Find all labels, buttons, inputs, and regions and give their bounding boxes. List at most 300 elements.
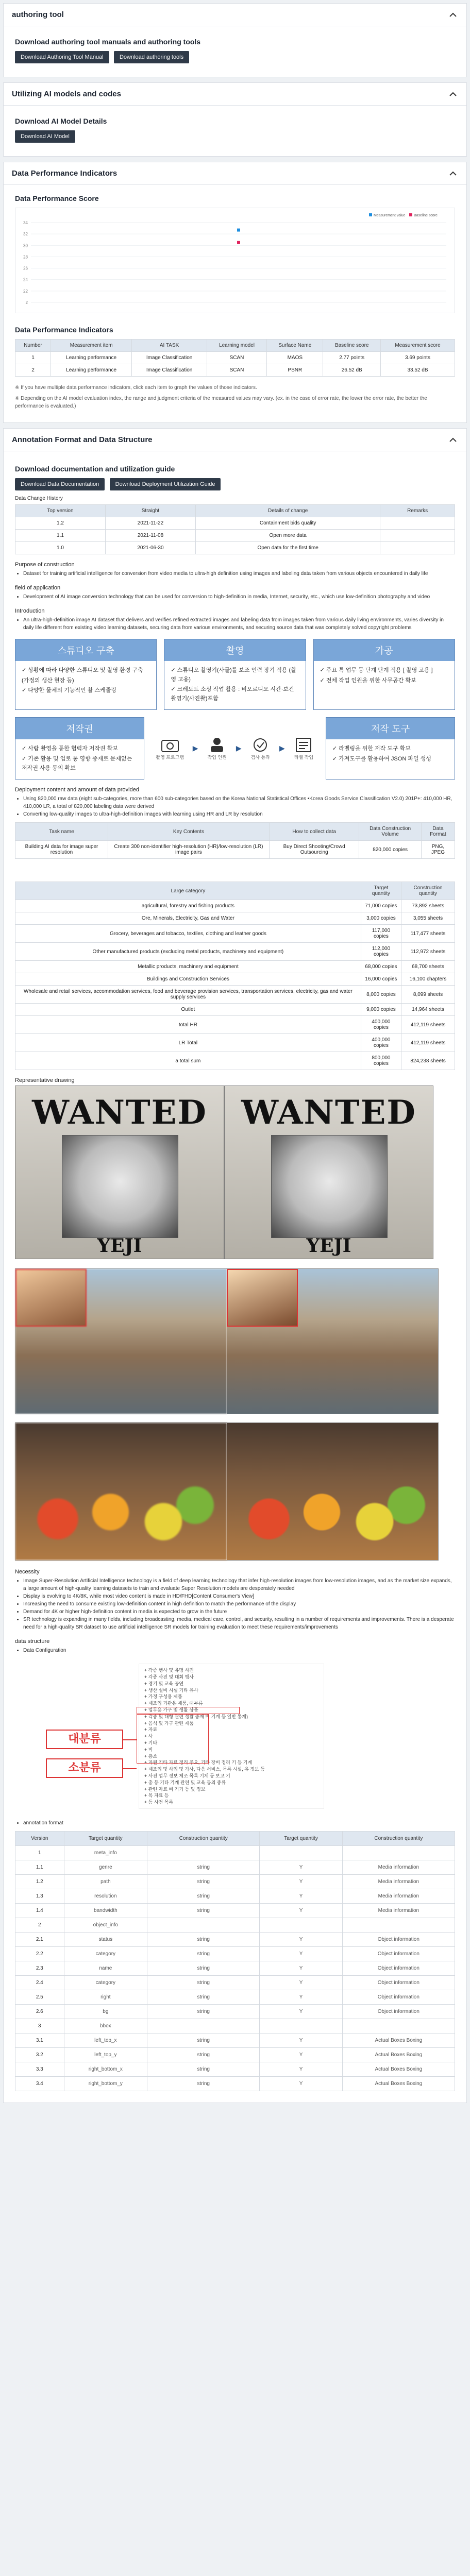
poster-name: YEJI xyxy=(306,1235,351,1257)
table-cell: Y xyxy=(260,2005,342,2019)
table-row xyxy=(15,2048,455,2062)
column-header: Target quantity xyxy=(260,1832,342,1846)
worker-icon xyxy=(207,736,227,754)
table-cell: SCAN xyxy=(207,352,266,364)
table-cell: Object information xyxy=(342,2005,455,2019)
deploy-item: • Converting low-quality images to ultra-high-definition images with learning using HR and LR by resolution xyxy=(23,810,455,818)
table-row xyxy=(15,1918,455,1933)
tree-line: + 총소 xyxy=(144,1753,158,1759)
authoring-tool-heading: authoring tool xyxy=(12,10,64,19)
table-row xyxy=(15,1889,455,1904)
table-cell: 412,119 sheets xyxy=(401,1016,455,1034)
flow-step xyxy=(293,736,314,760)
table-cell: Y xyxy=(260,2062,342,2077)
table-cell: 3,000 copies xyxy=(361,912,401,925)
table-cell: Grocery, beverages and tobacco, textiles, clothing and leather goods xyxy=(15,925,361,943)
table-cell: Object information xyxy=(342,1961,455,1976)
table-cell: string xyxy=(147,1875,260,1889)
card-line: ✓ 스튜디오 촬영기(사물)를 보조 인력 장기 적용 (촬영 고용) xyxy=(171,667,296,683)
flow-label: 라벨 작업 xyxy=(294,755,314,760)
table-cell: PNG, JPEG xyxy=(421,841,455,859)
table-cell: 2 xyxy=(15,1918,64,1933)
deploy-title: Deployment content and amount of data provided xyxy=(15,787,139,793)
y-tick-label: 34 xyxy=(23,221,28,225)
table-cell: 3.3 xyxy=(15,2062,64,2077)
tree-line: + 사 xyxy=(144,1734,153,1739)
table-cell: Image Classification xyxy=(132,364,207,377)
table-cell: left_top_x xyxy=(64,2033,147,2048)
download-data-doc-button[interactable]: Download Data Documentation xyxy=(15,478,105,490)
table-cell: 400,000 copies xyxy=(361,1016,401,1034)
table-cell: Actual Boxes Boxing xyxy=(342,2048,455,2062)
table-row xyxy=(15,925,455,943)
tree-line: + 각종 사진 및 대회 행사 xyxy=(144,1674,194,1680)
table-cell: Buildings and Construction Services xyxy=(15,973,361,986)
table-cell: Open more data xyxy=(195,530,380,542)
table-cell: Actual Boxes Boxing xyxy=(342,2033,455,2048)
download-manual-button[interactable]: Download Authoring Tool Manual xyxy=(15,51,109,63)
application-title: field of application xyxy=(15,585,61,591)
data-structure-diagram xyxy=(15,1659,455,1814)
card-shooting xyxy=(164,639,306,710)
table-cell: string xyxy=(147,1961,260,1976)
table-cell: genre xyxy=(64,1860,147,1875)
table-row xyxy=(15,973,455,986)
table-cell: 117,000 copies xyxy=(361,925,401,943)
table-row xyxy=(15,1976,455,1990)
table-cell xyxy=(260,1918,342,1933)
table-cell: 2.1 xyxy=(15,1933,64,1947)
column-header: Data Construction Volume xyxy=(359,823,421,841)
card-copyright xyxy=(15,717,144,779)
card-title: 가공 xyxy=(314,639,455,661)
table-row xyxy=(15,1034,455,1052)
table-cell: Y xyxy=(260,2048,342,2062)
card-title: 저작 도구 xyxy=(326,718,455,739)
table-cell: Y xyxy=(260,1961,342,1976)
download-tools-button[interactable]: Download authoring tools xyxy=(114,51,189,63)
table-cell: object_info xyxy=(64,1918,147,1933)
deploy-table xyxy=(15,822,455,859)
legend-swatch xyxy=(369,213,372,216)
download-deploy-guide-button[interactable]: Download Deployment Utilization Guide xyxy=(110,478,221,490)
flow-label: 작업 인원 xyxy=(207,755,227,760)
poster-word: WANTED xyxy=(32,1093,207,1132)
flow-step xyxy=(156,736,184,760)
score-chart-svg xyxy=(15,208,457,313)
fruit-comparison-image xyxy=(15,1422,439,1561)
tree-line: + 사진 업무 정보 제조 목록 기계 등 보고 기 xyxy=(144,1773,230,1778)
intro-title: Introduction xyxy=(15,608,45,614)
table-cell: 400,000 copies xyxy=(361,1034,401,1052)
table-cell xyxy=(260,2019,342,2033)
highlight-box xyxy=(137,1714,209,1764)
card-line: (가정의 생산 현장 등) xyxy=(22,677,74,684)
table-cell: Outlet xyxy=(15,1004,361,1016)
table-cell: 71,000 copies xyxy=(361,900,401,912)
card-title: 촬영 xyxy=(164,639,305,661)
necessity-item: • Image Super-Resolution Artificial Intelligence technology is a field of deep learning technology that infer high-resolution images from low-resolution images, and as the market size expands, a large amount of high-quality learning datasets to train and evaluate Super Resolution models are desperately needed xyxy=(23,1577,455,1592)
table-cell: Wholesale and retail services, accommodation services, food and beverage provision services, transportation services, electricity, gas and water supply services xyxy=(15,986,361,1004)
performance-heading: Data Performance Indicators xyxy=(12,169,118,178)
table-cell: 16,100 chapters xyxy=(401,973,455,986)
column-header: Top version xyxy=(15,505,106,517)
table-row xyxy=(15,1961,455,1976)
y-tick-label: 32 xyxy=(23,232,28,237)
poster-high-res xyxy=(224,1086,433,1259)
table-cell: MAOS xyxy=(267,352,323,364)
table-cell: 2 xyxy=(15,364,51,377)
column-header: Construction quantity xyxy=(342,1832,455,1846)
table-cell: string xyxy=(147,1933,260,1947)
table-cell: Media information xyxy=(342,1889,455,1904)
y-tick-label: 28 xyxy=(23,255,28,260)
table-cell: Ore, Minerals, Electricity, Gas and Water xyxy=(15,912,361,925)
table-cell: Buy Direct Shooting/Crowd Outsourcing xyxy=(269,841,359,859)
table-cell: string xyxy=(147,2048,260,2062)
deploy-item: • Using 820,000 raw data (eight sub-categories, more than 600 sub-categories based on the Korea National Statistical Offices •Korea Goods Service Classification V2.0) 201P+: 410,000 HR, 410,000 LR, a total of 820,000 labeling data were derived xyxy=(23,795,455,810)
table-cell: resolution xyxy=(64,1889,147,1904)
necessity-item: • Display is evolving to 4K/8K, while most video content is made in HD/FHD[Content Consumer's View] xyxy=(23,1592,455,1600)
change-history-table xyxy=(15,504,455,554)
performance-header[interactable] xyxy=(4,162,466,185)
chevron-up-icon[interactable] xyxy=(448,10,458,20)
table-cell: Actual Boxes Boxing xyxy=(342,2062,455,2077)
arrow-right-icon: ▶ xyxy=(192,744,198,753)
table-cell: right xyxy=(64,1990,147,2005)
chevron-up-icon[interactable] xyxy=(448,435,458,445)
flow-step xyxy=(207,736,227,760)
tree-line: + 관련 자료 비 기기 등 및 정보 xyxy=(144,1786,206,1792)
table-row xyxy=(15,1004,455,1016)
table-row xyxy=(15,530,455,542)
arrow-right-icon: ▶ xyxy=(236,744,242,753)
column-header: Construction quantity xyxy=(401,882,455,900)
table-cell: category xyxy=(64,1976,147,1990)
table-cell: 26.52 dB xyxy=(323,364,381,377)
table-cell xyxy=(342,1846,455,1860)
zoom-inset xyxy=(15,1269,87,1327)
structure-title: data structure xyxy=(15,1638,50,1645)
table-cell: right_bottom_y xyxy=(64,2077,147,2091)
annotation-header[interactable] xyxy=(4,429,466,451)
performance-note-1: ※ If you have multiple data performance indicators, click each item to graph the values of those indicators. xyxy=(15,385,257,391)
column-header: Baseline score xyxy=(323,340,381,352)
table-cell: Other manufactured products (excluding metal products, machinery and equipment) xyxy=(15,943,361,961)
table-cell: 68,700 sheets xyxy=(401,961,455,973)
tree-line: + 업무용 가구 및 생활 상품 xyxy=(144,1707,198,1713)
city-comparison-image xyxy=(15,1268,439,1414)
table-cell: total HR xyxy=(15,1016,361,1034)
tree-line: + 총 등 기타 기계 관련 및 교육 등의 종류 xyxy=(144,1780,226,1785)
table-cell: 2.5 xyxy=(15,1990,64,2005)
table-cell: 14,964 sheets xyxy=(401,1004,455,1016)
table-cell xyxy=(147,2019,260,2033)
table-cell: 68,000 copies xyxy=(361,961,401,973)
annotation-format-item: • annotation format xyxy=(23,1819,455,1827)
tree-line: + 각종 행사 및 유명 사진 xyxy=(144,1668,194,1673)
table-row xyxy=(15,1016,455,1034)
table-cell: string xyxy=(147,1990,260,2005)
table-cell: Media information xyxy=(342,1860,455,1875)
arrow-right-icon: ▶ xyxy=(279,744,285,753)
tree-line: + 음식 및 가구 관련 제품 xyxy=(144,1720,194,1726)
table-cell: a total sum xyxy=(15,1052,361,1070)
card-title: 스튜디오 구축 xyxy=(15,639,156,661)
table-cell: bandwidth xyxy=(64,1904,147,1918)
card-line: ✓ 기존 활용 및 업로 통 영향 중재로 문제없는 저작권 사용 동의 확보 xyxy=(22,755,132,771)
card-line: ✓ 가져도구를 활용하여 JSON 파일 생성 xyxy=(332,755,431,762)
column-header: Learning model xyxy=(207,340,266,352)
download-ai-model-button[interactable]: Download AI Model xyxy=(15,130,75,143)
performance-table-title: Data Performance Indicators xyxy=(15,326,113,334)
table-cell: Y xyxy=(260,1976,342,1990)
table-cell: meta_info xyxy=(64,1846,147,1860)
performance-panel xyxy=(3,162,467,423)
card-title: 저작권 xyxy=(15,718,144,739)
table-cell xyxy=(342,2019,455,2033)
table-cell: string xyxy=(147,2005,260,2019)
table-cell: Open data for the first time xyxy=(195,542,380,554)
column-header: Measurement score xyxy=(381,340,455,352)
table-cell: 117,477 sheets xyxy=(401,925,455,943)
necessity-item: • SR technology is expanding in many fields, including broadcasting, media, medical care, control, and security, resulting in a number of requirements and improvements. There is a desperate need for a high-quality SR dataset to use artificial intelligence SR models for training evaluation to meet these requirements/improvements xyxy=(23,1616,455,1631)
table-cell: path xyxy=(64,1875,147,1889)
table-row xyxy=(15,1860,455,1875)
column-header: How to collect data xyxy=(269,823,359,841)
highlight-box xyxy=(137,1707,240,1714)
table-cell: 824,238 sheets xyxy=(401,1052,455,1070)
ai-models-heading: Utilizing AI models and codes xyxy=(12,90,121,98)
tree-line: + 경기 및 교육 공연 xyxy=(144,1681,184,1686)
table-cell: Metallic products, machinery and equipment xyxy=(15,961,361,973)
table-cell xyxy=(147,1918,260,1933)
table-cell: 800,000 copies xyxy=(361,1052,401,1070)
city-high-res xyxy=(227,1269,438,1414)
table-cell: Actual Boxes Boxing xyxy=(342,2077,455,2091)
table-cell: LR Total xyxy=(15,1034,361,1052)
table-cell xyxy=(147,1846,260,1860)
necessity-title: Necessity xyxy=(15,1569,40,1575)
tree-line: + 제조업 및 사업 및 가사, 다음 서비스, 목록 시설, 유 정보 등 xyxy=(144,1767,265,1772)
table-cell: 2.6 xyxy=(15,2005,64,2019)
card-line: ✓ 다양한 물체의 기능적인 촬 스케줄링 xyxy=(22,687,116,694)
table-cell: Y xyxy=(260,1860,342,1875)
table-row xyxy=(15,2033,455,2048)
tree-line: + 등 사전 목록 xyxy=(144,1800,174,1805)
tree-line: + 각종 및 대형 관련 생활 중재 비 기계 등 일반 통계) xyxy=(144,1714,248,1719)
score-title: Data Performance Score xyxy=(15,194,99,202)
table-cell: 33.52 dB xyxy=(381,364,455,377)
table-cell: name xyxy=(64,1961,147,1976)
ai-models-panel xyxy=(3,82,467,157)
table-cell: 3.4 xyxy=(15,2077,64,2091)
table-cell: 73,892 sheets xyxy=(401,900,455,912)
table-row xyxy=(15,1846,455,1860)
fruit-low-res xyxy=(15,1423,227,1560)
data-point xyxy=(237,241,240,244)
table-cell: Y xyxy=(260,2033,342,2048)
flow-label: 검사 통과 xyxy=(250,755,270,760)
table-row xyxy=(15,352,455,364)
table-row xyxy=(15,961,455,973)
table-cell: 112,000 copies xyxy=(361,943,401,961)
process-cards-top xyxy=(15,639,455,710)
tree-line: + 기타 xyxy=(144,1740,158,1745)
table-cell: 820,000 copies xyxy=(359,841,421,859)
table-cell: 1.1 xyxy=(15,1860,64,1875)
performance-table xyxy=(15,339,455,377)
table-cell xyxy=(380,517,455,530)
table-row xyxy=(15,1947,455,1961)
table-cell: Y xyxy=(260,1875,342,1889)
table-cell: Y xyxy=(260,2077,342,2091)
ai-models-header[interactable] xyxy=(4,83,466,106)
table-cell: Learning performance xyxy=(51,364,131,377)
table-cell: Y xyxy=(260,1947,342,1961)
purpose-title: Purpose of construction xyxy=(15,562,75,568)
table-cell: 2021-06-30 xyxy=(105,542,195,554)
card-line: ✓ 전체 작업 인원을 위한 사무공간 확보 xyxy=(320,677,416,684)
table-cell: 1.2 xyxy=(15,517,106,530)
card-line: ✓ 사람 촬영을 통한 협력자 저작권 확보 xyxy=(22,745,118,752)
annotation-panel xyxy=(3,428,467,2103)
table-cell: Object information xyxy=(342,1947,455,1961)
fruit-high-res xyxy=(227,1423,438,1560)
table-cell: Y xyxy=(260,1889,342,1904)
card-line: ✓ 상황에 따라 다양한 스튜디오 및 촬영 환경 구축 xyxy=(22,667,143,673)
tree-line: + 목 자료 등 xyxy=(144,1793,169,1799)
table-cell: 3,055 sheets xyxy=(401,912,455,925)
table-row xyxy=(15,912,455,925)
table-cell: Image Classification xyxy=(132,352,207,364)
necessity-item: • Increasing the need to consume existing low-definition content in high definition to match the performance of the display xyxy=(23,1600,455,1608)
table-cell: string xyxy=(147,1889,260,1904)
table-cell: bg xyxy=(64,2005,147,2019)
chevron-up-icon[interactable] xyxy=(448,168,458,179)
table-cell: category xyxy=(64,1947,147,1961)
table-cell: SCAN xyxy=(207,364,266,377)
table-row xyxy=(15,2077,455,2091)
chevron-up-icon[interactable] xyxy=(448,89,458,99)
connector-line xyxy=(123,1768,137,1769)
y-tick-label: 30 xyxy=(23,243,28,248)
table-cell xyxy=(380,530,455,542)
table-cell: 2021-11-22 xyxy=(105,517,195,530)
table-cell: Media information xyxy=(342,1875,455,1889)
column-header: Key Contents xyxy=(108,823,269,841)
column-header: Task name xyxy=(15,823,108,841)
table-row xyxy=(15,1875,455,1889)
y-tick-label: 26 xyxy=(23,266,28,271)
table-cell: Learning performance xyxy=(51,352,131,364)
y-tick-label: 24 xyxy=(23,277,28,282)
table-cell: 3.1 xyxy=(15,2033,64,2048)
table-cell: PSNR xyxy=(267,364,323,377)
column-header: Target quantity xyxy=(64,1832,147,1846)
doc-title: Download documentation and utilization guide xyxy=(15,465,175,473)
minor-category-tag: 소분류 xyxy=(46,1758,123,1778)
table-cell: right_bottom_x xyxy=(64,2062,147,2077)
table-cell: Object information xyxy=(342,1990,455,2005)
column-header: AI TASK xyxy=(132,340,207,352)
table-row xyxy=(15,900,455,912)
table-row xyxy=(15,364,455,377)
rep-title: Representative drawing xyxy=(15,1077,75,1084)
table-cell: 1 xyxy=(15,352,51,364)
table-cell: 2.77 points xyxy=(323,352,381,364)
column-header: Large category xyxy=(15,882,361,900)
card-studio xyxy=(15,639,157,710)
card-processing xyxy=(313,639,455,710)
annotation-format-table xyxy=(15,1831,455,2091)
performance-note-2: ※ Depending on the AI model evaluation index, the range and judgment criteria of the measured values may vary. (ex. in the case of error rate, the lower the error rate, the better the performance is evaluated.) xyxy=(15,396,427,409)
table-cell: 412,119 sheets xyxy=(401,1034,455,1052)
change-history-label: Data Change History xyxy=(15,496,63,501)
city-low-res xyxy=(15,1269,227,1414)
table-cell: 3 xyxy=(15,2019,64,2033)
table-row xyxy=(15,1933,455,1947)
table-cell: Object information xyxy=(342,1933,455,1947)
table-cell: 8,099 sheets xyxy=(401,986,455,1004)
portrait-image xyxy=(271,1135,388,1238)
table-row xyxy=(15,1904,455,1918)
table-cell: string xyxy=(147,2062,260,2077)
table-cell: Y xyxy=(260,1990,342,2005)
card-line: ✓ 주요 특 업무 등 단계 단계 적용 [ 촬영 고용 ] xyxy=(320,667,433,673)
tree-line: + 자료 xyxy=(144,1727,158,1733)
process-flow xyxy=(152,717,318,779)
table-cell: 2.4 xyxy=(15,1976,64,1990)
column-header: Construction quantity xyxy=(147,1832,260,1846)
process-cards-bottom xyxy=(15,717,455,779)
table-row xyxy=(15,2005,455,2019)
table-cell: 2.3 xyxy=(15,1961,64,1976)
portrait-image xyxy=(62,1135,178,1238)
table-cell: Object information xyxy=(342,1976,455,1990)
table-row xyxy=(15,943,455,961)
table-cell: 1.2 xyxy=(15,1875,64,1889)
table-cell xyxy=(342,1918,455,1933)
table-cell xyxy=(260,1846,342,1860)
table-cell: Y xyxy=(260,1933,342,1947)
table-cell: 1.4 xyxy=(15,1904,64,1918)
application-item: • Development of AI image conversion technology that can be used for conversion to high-definition in media, Internet, security, etc., which use low-definition photography and video xyxy=(23,593,455,601)
authoring-tool-header[interactable] xyxy=(4,4,466,26)
flow-step xyxy=(250,736,271,760)
category-table xyxy=(15,882,455,1070)
table-cell: 16,000 copies xyxy=(361,973,401,986)
legend-label: Baseline score xyxy=(414,214,438,217)
table-row xyxy=(15,517,455,530)
table-cell: Create 300 non-identifier high-resolution (HR)/low-resolution (LR) image pairs xyxy=(108,841,269,859)
table-cell: 3.2 xyxy=(15,2048,64,2062)
poster-low-res xyxy=(15,1086,224,1259)
column-header: Version xyxy=(15,1832,64,1846)
table-cell: string xyxy=(147,2033,260,2048)
card-authoring-tool xyxy=(326,717,455,779)
purpose-item: • Dataset for training artificial intelligence for conversion from video media to ultra-high definition using images and labeling data taken from various objects encountered in daily life xyxy=(23,570,455,578)
tree-line: + 생산 설비 시설 기타 유사 xyxy=(144,1687,198,1693)
structure-item: • Data Configuration xyxy=(23,1647,455,1654)
table-cell: 2.2 xyxy=(15,1947,64,1961)
column-header: Straight xyxy=(105,505,195,517)
table-row xyxy=(15,1052,455,1070)
intro-item: • An ultra-high-definition image AI dataset that delivers and verifies refined extracted images and labeling data from images taken from various daily living environments, varies diversity in daily life different from existing video learning datasets, securing data from various environments, and securing source data that was completely solved copyright problems xyxy=(23,616,455,632)
table-cell: 1.1 xyxy=(15,530,106,542)
table-cell: 9,000 copies xyxy=(361,1004,401,1016)
table-cell: 8,000 copies xyxy=(361,986,401,1004)
